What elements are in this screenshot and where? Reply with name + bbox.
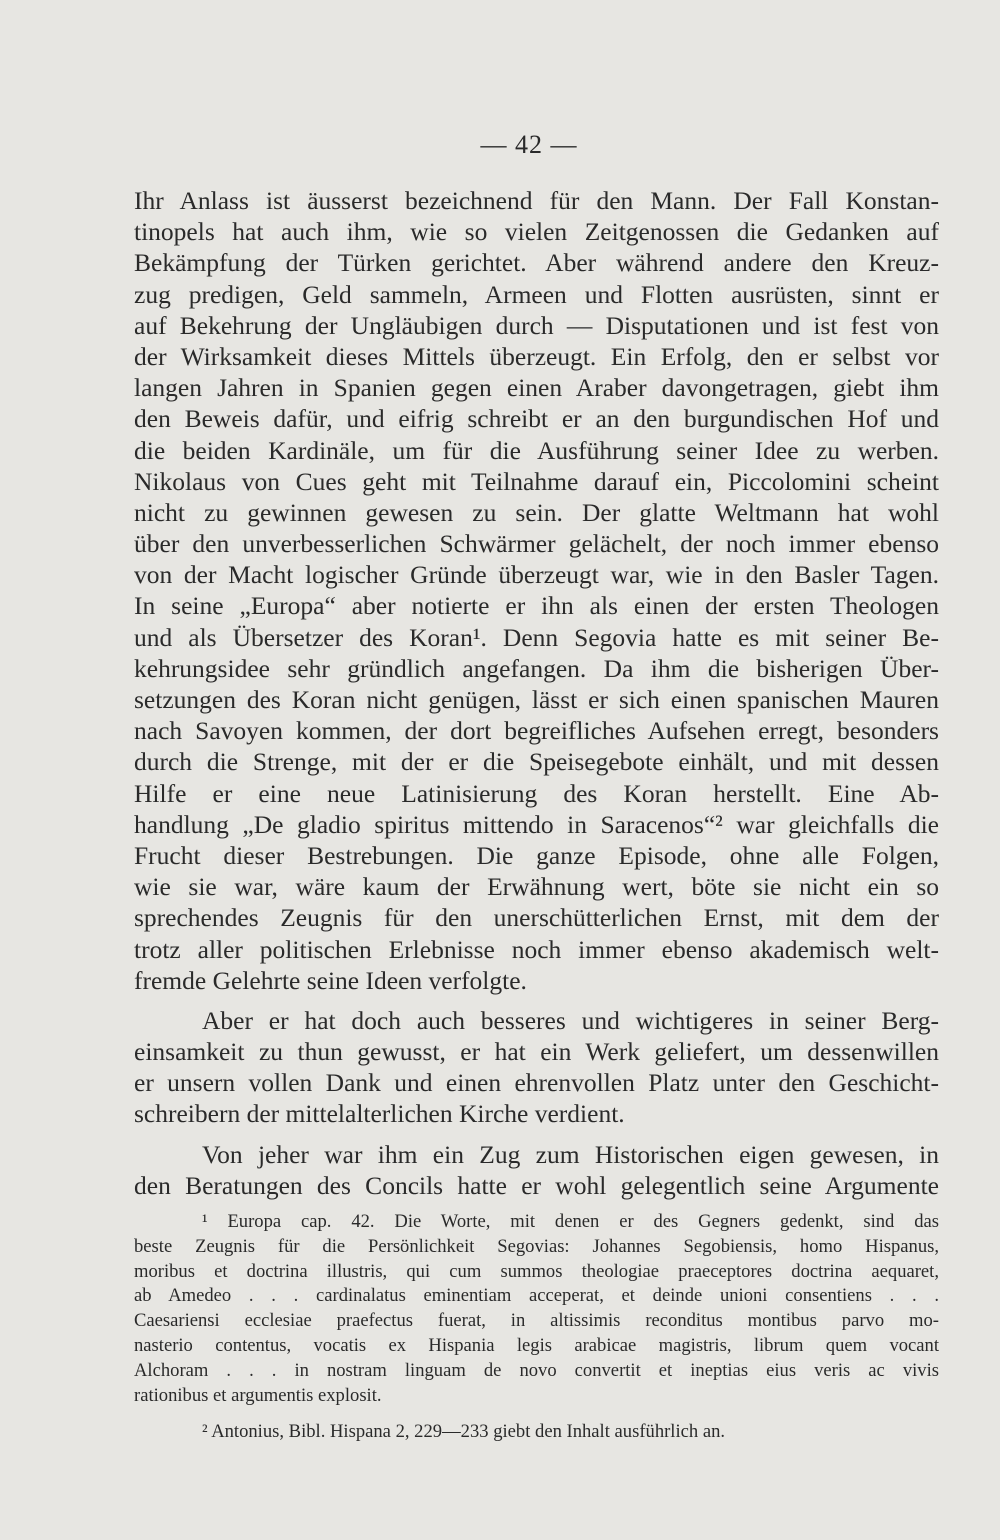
text-line: wie sie war, wäre kaum der Erwähnung wert, böte sie nicht ein so [134,872,939,902]
text-line: Frucht dieser Bestrebungen. Die ganze Episode, ohne alle Folgen, [134,840,939,870]
text-line: Von jeher war ihm ein Zug zum Historischen eigen gewesen, in [202,1139,939,1169]
text-line: In seine „Europa“ aber notierte er ihn als einen der ersten Theologen [134,591,939,621]
text-line: tinopels hat auch ihm, wie so vielen Zeitgenossen die Gedanken auf [134,217,939,247]
text-line: fremde Gelehrte seine Ideen verfolgte. [134,965,527,995]
text-line: den Beratungen des Concils hatte er wohl gelegentlich seine Argumente [134,1170,939,1200]
footnote-line: Alchoram . . . in nostram linguam de novo convertit et ineptias eius veris ac vivis [134,1359,939,1381]
text-line: die beiden Kardinäle, um für die Ausführung seiner Idee zu werben. [134,435,939,465]
footnote-line: rationibus et argumentis explosit. [134,1384,382,1406]
text-line: auf Bekehrung der Ungläubigen durch — Disputationen und ist fest von [134,310,939,340]
text-line: durch die Strenge, mit der er die Speisegebote einhält, und mit dessen [134,747,939,777]
footnote-line: beste Zeugnis für die Persönlichkeit Segovias: Johannes Segobiensis, homo Hispanus, [134,1235,939,1257]
footnote-line: nasterio contentus, vocatis ex Hispania legis arabicae magistris, librum quem vocant [134,1334,939,1356]
text-line: sprechendes Zeugnis für den unerschütterlichen Ernst, mit dem der [134,903,939,933]
text-line: Bekämpfung der Türken gerichtet. Aber während andere den Kreuz- [134,248,939,278]
text-line: Ihr Anlass ist äusserst bezeichnend für den Mann. Der Fall Konstan- [134,186,939,215]
text-line: den Beweis dafür, und eifrig schreibt er an den burgundischen Hof und [134,404,939,434]
text-line: Nikolaus von Cues geht mit Teilnahme darauf ein, Piccolomini scheint [134,466,939,496]
text-line: von der Macht logischer Gründe überzeugt war, wie in den Basler Tagen. [134,560,939,590]
text-line: und als Übersetzer des Koran¹. Denn Segovia hatte es mit seiner Be- [134,622,939,652]
text-line: trotz aller politischen Erlebnisse noch immer ebenso akademisch welt- [134,934,939,964]
footnote-line: ab Amedeo . . . cardinalatus eminentiam acceperat, et deinde unioni consentiens . . . [134,1285,939,1307]
text-line: über den unverbesserlichen Schwärmer gelächelt, der noch immer ebenso [134,529,939,559]
text-line: er unsern vollen Dank und einen ehrenvollen Platz unter den Geschicht- [134,1068,939,1098]
text-line: nicht zu gewinnen gewesen zu sein. Der glatte Weltmann hat wohl [134,497,939,527]
text-line: handlung „De gladio spiritus mittendo in Saracenos“² war gleichfalls die [134,809,939,839]
text-line: der Wirksamkeit dieses Mittels überzeugt. Ein Erfolg, den er selbst vor [134,341,939,371]
footnote-line: ¹ Europa cap. 42. Die Worte, mit denen er des Gegners gedenkt, sind das [202,1211,939,1232]
text-line: schreibern der mittelalterlichen Kirche verdient. [134,1099,625,1129]
footnote-line: ² Antonius, Bibl. Hispana 2, 229—233 giebt den Inhalt ausführlich an. [202,1421,726,1443]
footnote-line: moribus et doctrina illustris, qui cum summos theologiae praeceptores doctrina aequaret, [134,1260,939,1282]
text-line: Aber er hat doch auch besseres und wichtigeres in seiner Berg- [202,1005,939,1035]
text-line: kehrungsidee sehr gründlich angefangen. Da ihm die bisherigen Über- [134,653,939,683]
footnote-line: Caesariensi ecclesiae praefectus fuerat, in altissimis reconditus montibus parvo mo- [134,1310,939,1332]
main-text [134,185,939,1201]
text-line: zug predigen, Geld sammeln, Armeen und Flotten ausrüsten, sinnt er [134,279,939,309]
text-line: Hilfe er eine neue Latinisierung des Koran herstellt. Eine Ab- [134,778,939,808]
text-line: langen Jahren in Spanien gegen einen Araber davongetragen, giebt ihm [134,373,939,403]
text-line: einsamkeit zu thun gewusst, er hat ein Werk geliefert, um dessenwillen [134,1037,939,1067]
text-line: setzungen des Koran nicht genügen, lässt er sich einen spanischen Mauren [134,685,939,714]
footnotes [134,1210,939,1445]
text-line: nach Savoyen kommen, der dort begreifliches Aufsehen erregt, besonders [134,716,939,746]
page-number: — 42 — [480,130,578,159]
